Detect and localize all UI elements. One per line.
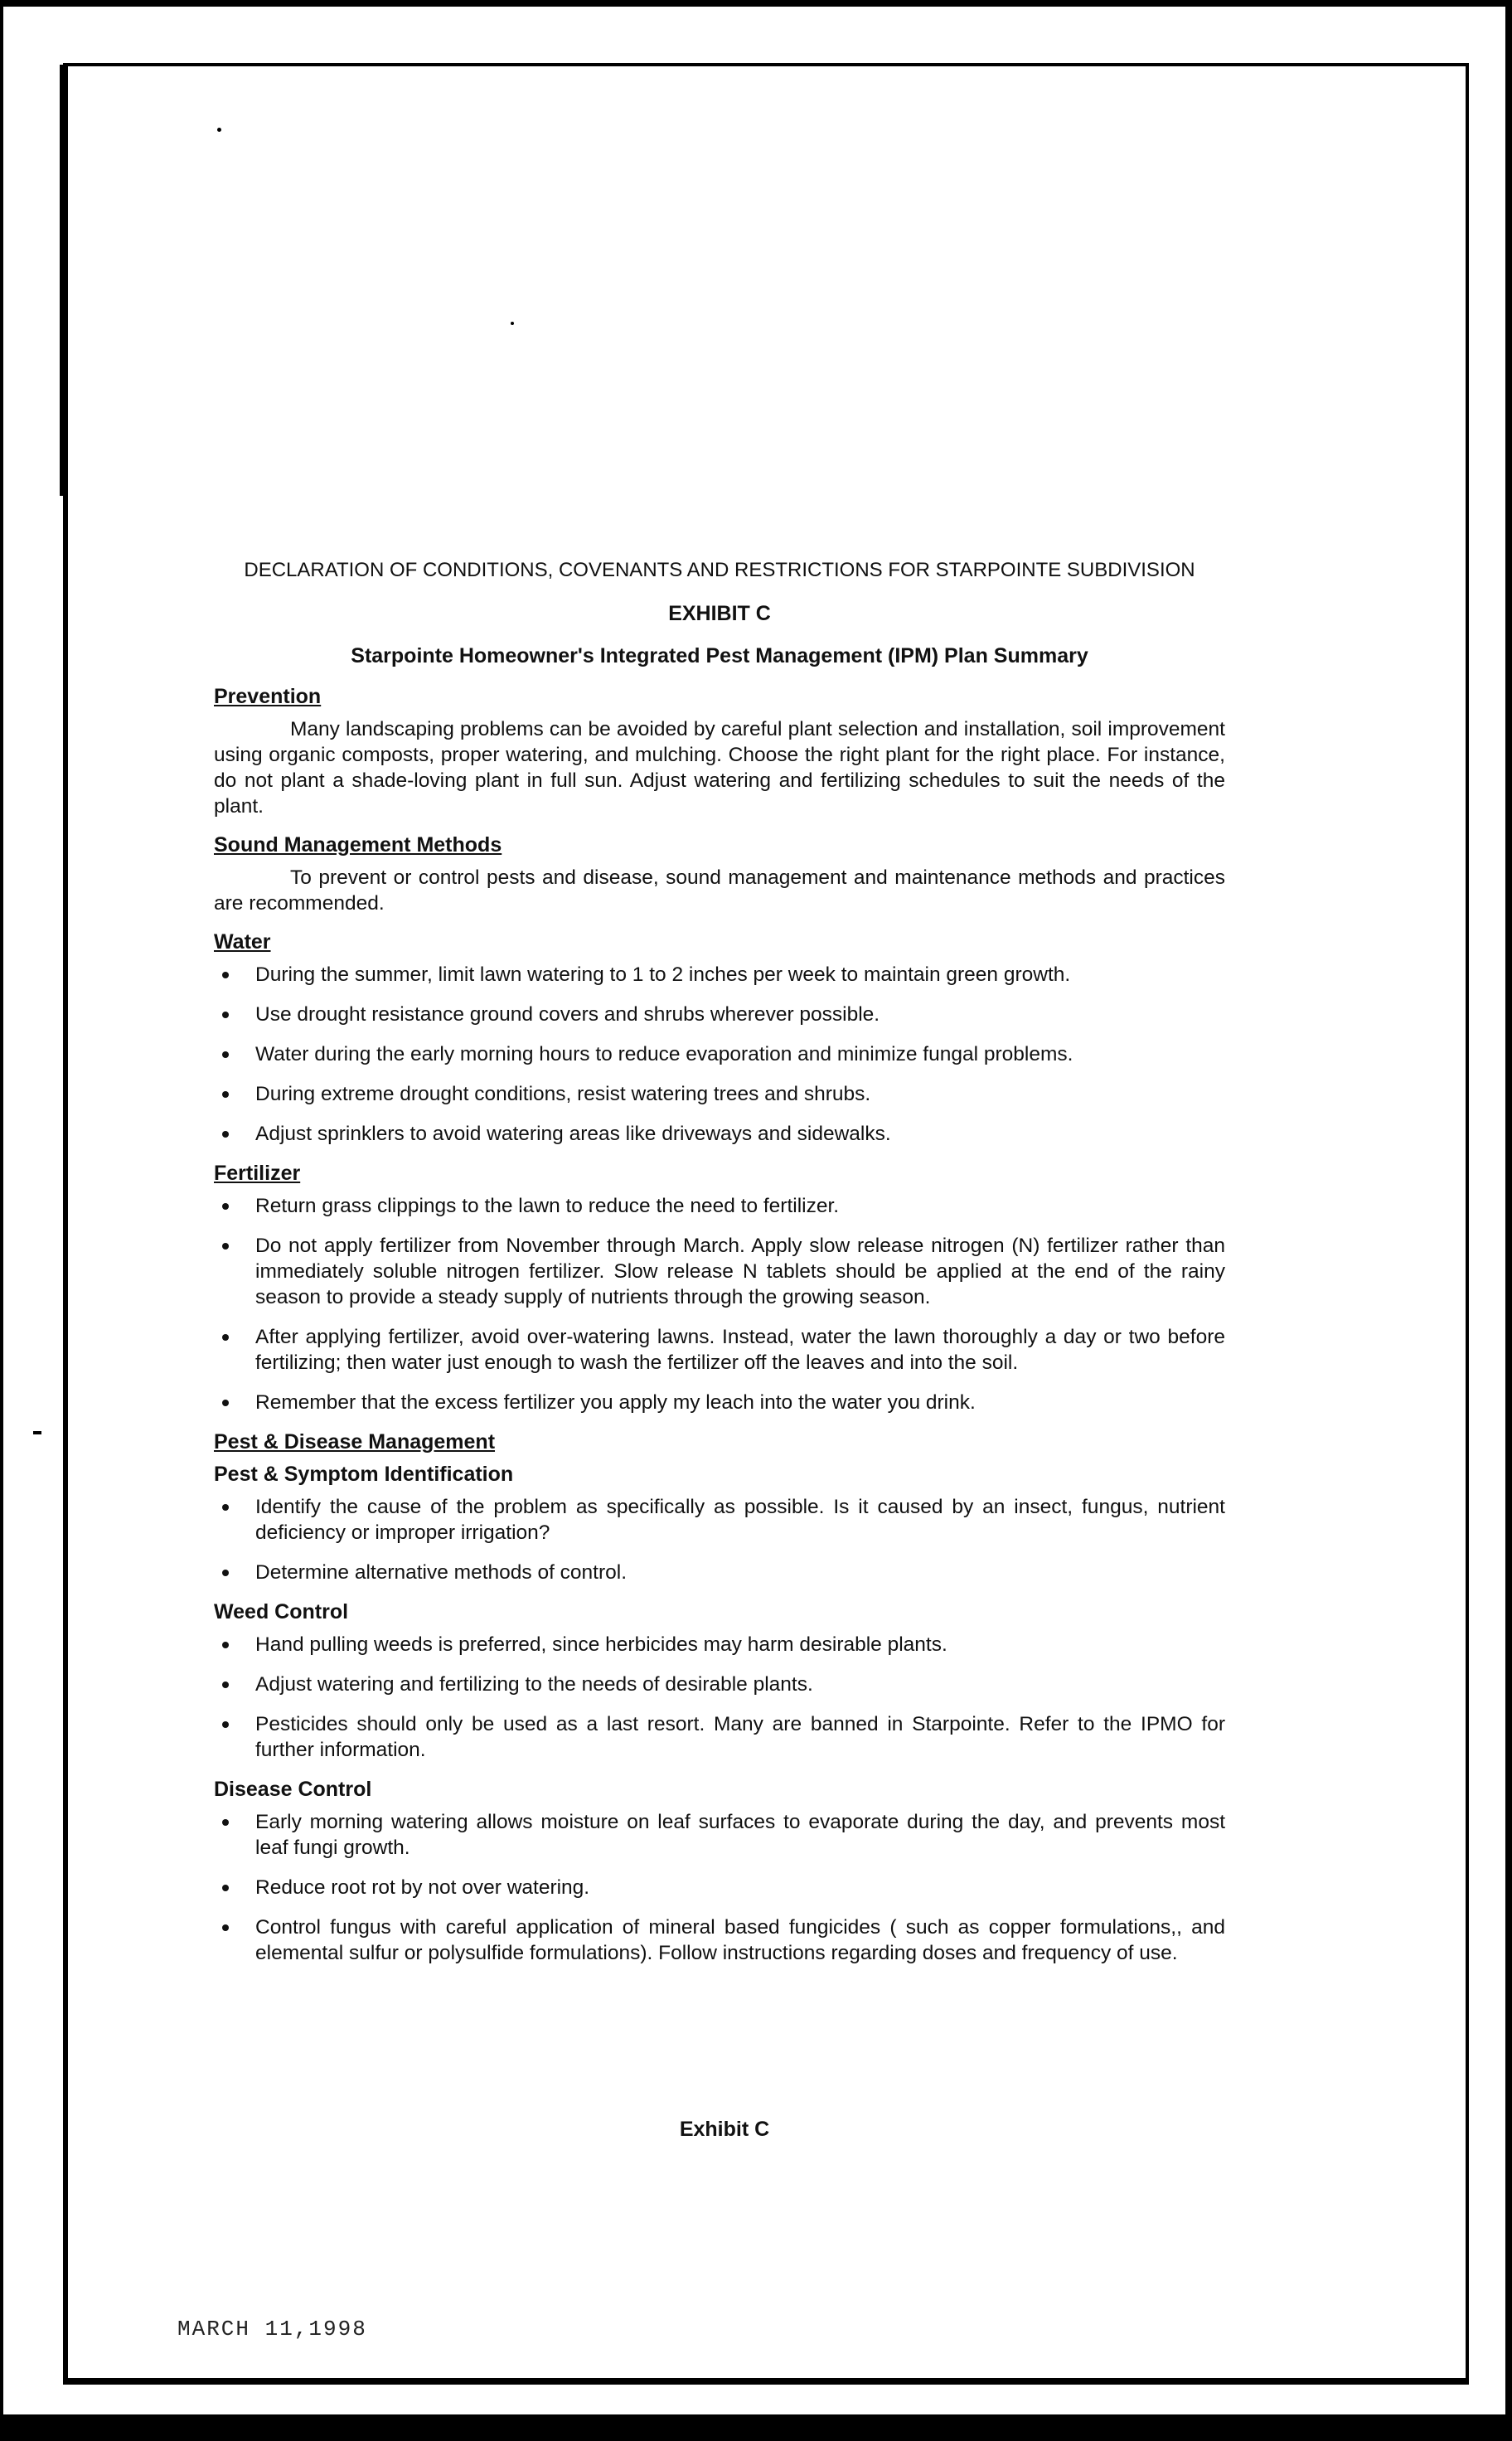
sound-management-text: To prevent or control pests and disease, sound management and maintenance methods and practices are recommended. (214, 866, 1225, 915)
document-page (3, 7, 1505, 2414)
water-list (214, 962, 1225, 1147)
scan-speck (217, 128, 221, 132)
list-item: During the summer, limit lawn watering to 1 to 2 inches per week to maintain green growth. (214, 962, 1225, 988)
list-item: Adjust sprinklers to avoid watering areas like driveways and sidewalks. (214, 1121, 1225, 1147)
list-item: Reduce root rot by not over watering. (214, 1875, 1225, 1900)
fertilizer-list (214, 1193, 1225, 1415)
prevention-text: Many landscaping problems can be avoided by careful plant selection and installation, soil improvement using organic composts, proper watering, and mulching. Choose the right plant for the right place. For instance, do not plant a shade-loving plant in full sun. Adjust watering and fertilizing schedules to suit the needs of the plant. (214, 718, 1225, 818)
list-item: Hand pulling weeds is preferred, since herbicides may harm desirable plants. (214, 1632, 1225, 1657)
prevention-heading: Prevention (214, 685, 322, 708)
disease-control-heading: Disease Control (214, 1778, 372, 1801)
document-body (214, 557, 1225, 1980)
weed-control-list (214, 1632, 1225, 1763)
pest-disease-heading: Pest & Disease Management (214, 1430, 496, 1453)
identification-heading: Pest & Symptom Identification (214, 1463, 514, 1486)
scan-speck (511, 322, 514, 325)
list-item: Control fungus with careful application of mineral based fungicides ( such as copper formulations,, and elemental sulfur or polysulfide formulations). Follow instructions regarding doses and frequency of use. (214, 1914, 1225, 1966)
list-item: Remember that the excess fertilizer you apply my leach into the water you drink. (214, 1390, 1225, 1415)
date-stamp: MARCH 11,1998 (177, 2317, 367, 2342)
water-heading: Water (214, 930, 271, 954)
footer-exhibit-label: Exhibit C (679, 2118, 770, 2141)
list-item: After applying fertilizer, avoid over-watering lawns. Instead, water the lawn thoroughly a day or two before fertilizing; then water just enough to wash the fertilizer off the leaves and into the soil. (214, 1324, 1225, 1376)
list-item: Identify the cause of the problem as specifically as possible. Is it caused by an insect, fungus, nutrient deficiency or improper irrigation? (214, 1494, 1225, 1546)
list-item: Water during the early morning hours to reduce evaporation and minimize fungal problems. (214, 1041, 1225, 1067)
list-item: Adjust watering and fertilizing to the needs of desirable plants. (214, 1672, 1225, 1697)
weed-control-heading: Weed Control (214, 1600, 349, 1623)
scan-edge-mark (60, 65, 68, 496)
declaration-title: DECLARATION OF CONDITIONS, COVENANTS AND RESTRICTIONS FOR STARPOINTE SUBDIVISION (244, 559, 1195, 581)
list-item: Determine alternative methods of control. (214, 1560, 1225, 1585)
list-item: Pesticides should only be used as a last resort. Many are banned in Starpointe. Refer to the IPMO for further information. (214, 1711, 1225, 1763)
identification-list (214, 1494, 1225, 1585)
disease-control-list (214, 1809, 1225, 1966)
scan-speck (33, 1431, 41, 1434)
fertilizer-heading: Fertilizer (214, 1162, 301, 1185)
list-item: Return grass clippings to the lawn to reduce the need to fertilizer. (214, 1193, 1225, 1219)
plan-title: Starpointe Homeowner's Integrated Pest Management (IPM) Plan Summary (351, 644, 1088, 667)
list-item: Early morning watering allows moisture on leaf surfaces to evaporate during the day, and prevents most leaf fungi growth. (214, 1809, 1225, 1861)
list-item: Do not apply fertilizer from November through March. Apply slow release nitrogen (N) fertilizer rather than immediately soluble nitrogen fertilizer. Slow release N tablets should be applied at the end of the rainy season to provide a steady supply of nutrients through the growing season. (214, 1233, 1225, 1310)
list-item: During extreme drought conditions, resist watering trees and shrubs. (214, 1081, 1225, 1107)
list-item: Use drought resistance ground covers and shrubs wherever possible. (214, 1002, 1225, 1027)
sound-management-heading: Sound Management Methods (214, 833, 502, 857)
exhibit-heading: EXHIBIT C (668, 602, 771, 625)
